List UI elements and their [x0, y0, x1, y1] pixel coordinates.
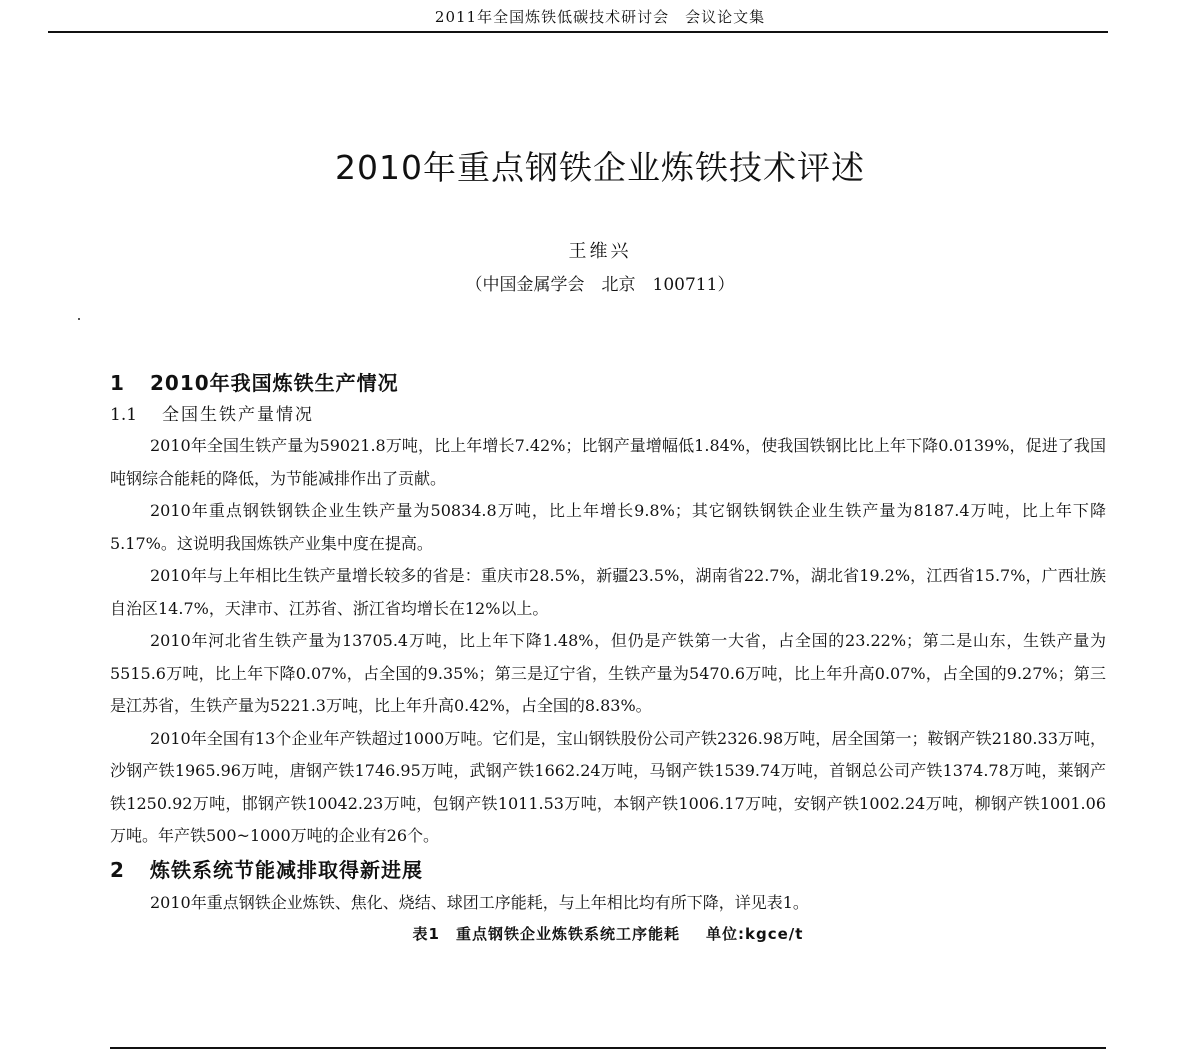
section-2-heading [110, 853, 1106, 887]
table-caption-label: 表1 重点钢铁企业炼铁系统工序能耗 [412, 925, 680, 943]
paragraph: 2010年与上年相比生铁产量增长较多的省是：重庆市28.5%，新疆23.5%，湖南省22.7%，湖北省19.2%，江西省15.7%，广西壮族自治区14.7%，天津市、江苏省、浙江省均增长在12%以上。 [110, 566, 1106, 618]
affiliation: （中国金属学会 北京 100711） [465, 275, 735, 295]
subsection-1-1-heading [110, 400, 1106, 430]
section-title: 2010年我国炼铁生产情况 [150, 371, 399, 395]
paragraph: 2010年全国生铁产量为59021.8万吨，比上年增长7.42%；比钢产量增幅低1.84%，使我国铁钢比比上年下降0.0139%，促进了我国吨钢综合能耗的降低，为节能减排作出了贡献。 [110, 436, 1106, 488]
scan-artifact [78, 318, 80, 320]
paragraph: 2010年重点钢铁钢铁企业生铁产量为50834.8万吨，比上年增长9.8%；其它钢铁钢铁企业生铁产量为8187.4万吨，比上年下降5.17%。这说明我国炼铁产业集中度在提高。 [110, 501, 1106, 553]
running-header: 2011年全国炼铁低碳技术研讨会 会议论文集 [434, 8, 766, 26]
paragraph: 2010年重点钢铁企业炼铁、焦化、烧结、球团工序能耗，与上年相比均有所下降，详见表1。 [150, 892, 809, 912]
paragraph: 2010年河北省生铁产量为13705.4万吨，比上年下降1.48%，但仍是产铁第一大省，占全国的23.22%；第二是山东，生铁产量为5515.6万吨，比上年下降0.07%，占全国的9.35%；第三是辽宁省，生铁产量为5470.6万吨，比上年升高0.07%，占全国的9.27%；第三是江苏省，生铁产量为5221.3万吨，比上年升高0.42%，占全国的8.83%。 [110, 631, 1106, 715]
section-number: 2 [110, 857, 125, 882]
subsection-title: 全国生铁产量情况 [162, 405, 314, 425]
paper-title: 2010年重点钢铁企业炼铁技术评述 [335, 148, 865, 187]
table-caption-unit: 单位:kgce/t [706, 925, 804, 943]
table-caption [110, 919, 1106, 949]
table-top-rule [110, 1047, 1106, 1049]
section-title: 炼铁系统节能减排取得新进展 [150, 857, 423, 882]
body-content [110, 366, 1106, 949]
header-rule [48, 31, 1108, 33]
author: 王维兴 [568, 241, 632, 262]
section-number: 1 [110, 371, 125, 395]
section-1-heading [110, 366, 1106, 400]
paragraph: 2010年全国有13个企业年产铁超过1000万吨。它们是，宝山钢铁股份公司产铁2326.98万吨，居全国第一；鞍钢产铁2180.33万吨，沙钢产铁1965.96万吨，唐钢产铁1746.95万吨，武钢产铁1662.24万吨，马钢产铁1539.74万吨，首钢总公司产铁1374.78万吨，莱钢产铁1250.92万吨，邯钢产铁10042.23万吨，包钢产铁1011.53万吨，本钢产铁1006.17万吨，安钢产铁1002.24万吨，柳钢产铁1001.06万吨。年产铁500~1000万吨的企业有26个。 [110, 728, 1106, 845]
subsection-number: 1.1 [110, 405, 138, 425]
